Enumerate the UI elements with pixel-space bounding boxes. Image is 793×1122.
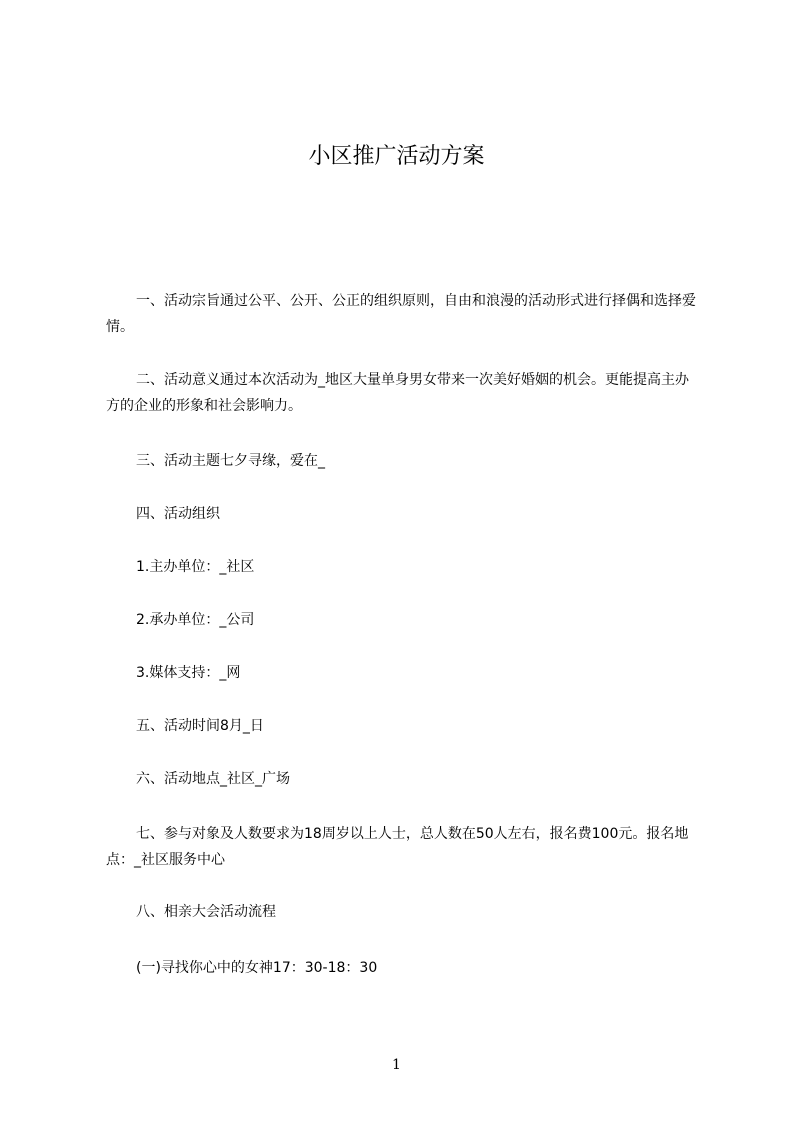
paragraph-step-one: (一)寻找你心中的女神17：30-18：30: [136, 960, 378, 976]
paragraph-location: 六、活动地点_社区_广场: [136, 771, 290, 787]
paragraph-purpose: 一、活动宗旨通过公平、公开、公正的组织原则，自由和浪漫的活动形式进行择偶和选择爱情。: [106, 293, 696, 335]
paragraph-time: 五、活动时间8月_日: [136, 718, 264, 734]
paragraph-participants: 七、参与对象及人数要求为18周岁以上人士，总人数在50人左右，报名费100元。报名地点：_社区服务中心: [106, 826, 689, 868]
paragraph-theme: 三、活动主题七夕寻缘，爱在_: [136, 453, 325, 469]
paragraph-process: 八、相亲大会活动流程: [136, 904, 276, 920]
paragraph-significance: 二、活动意义通过本次活动为_地区大量单身男女带来一次美好婚姻的机会。更能提高主办方的企业的形象和社会影响力。: [106, 372, 689, 414]
paragraph-media-support: 3.媒体支持：_网: [136, 665, 241, 681]
page-number: 1: [392, 1057, 401, 1073]
paragraph-contractor: 2.承办单位：_公司: [136, 612, 255, 628]
document-title: 小区推广活动方案: [308, 144, 485, 169]
paragraph-organization: 四、活动组织: [136, 506, 220, 522]
paragraph-organizer: 1.主办单位：_社区: [136, 559, 255, 575]
